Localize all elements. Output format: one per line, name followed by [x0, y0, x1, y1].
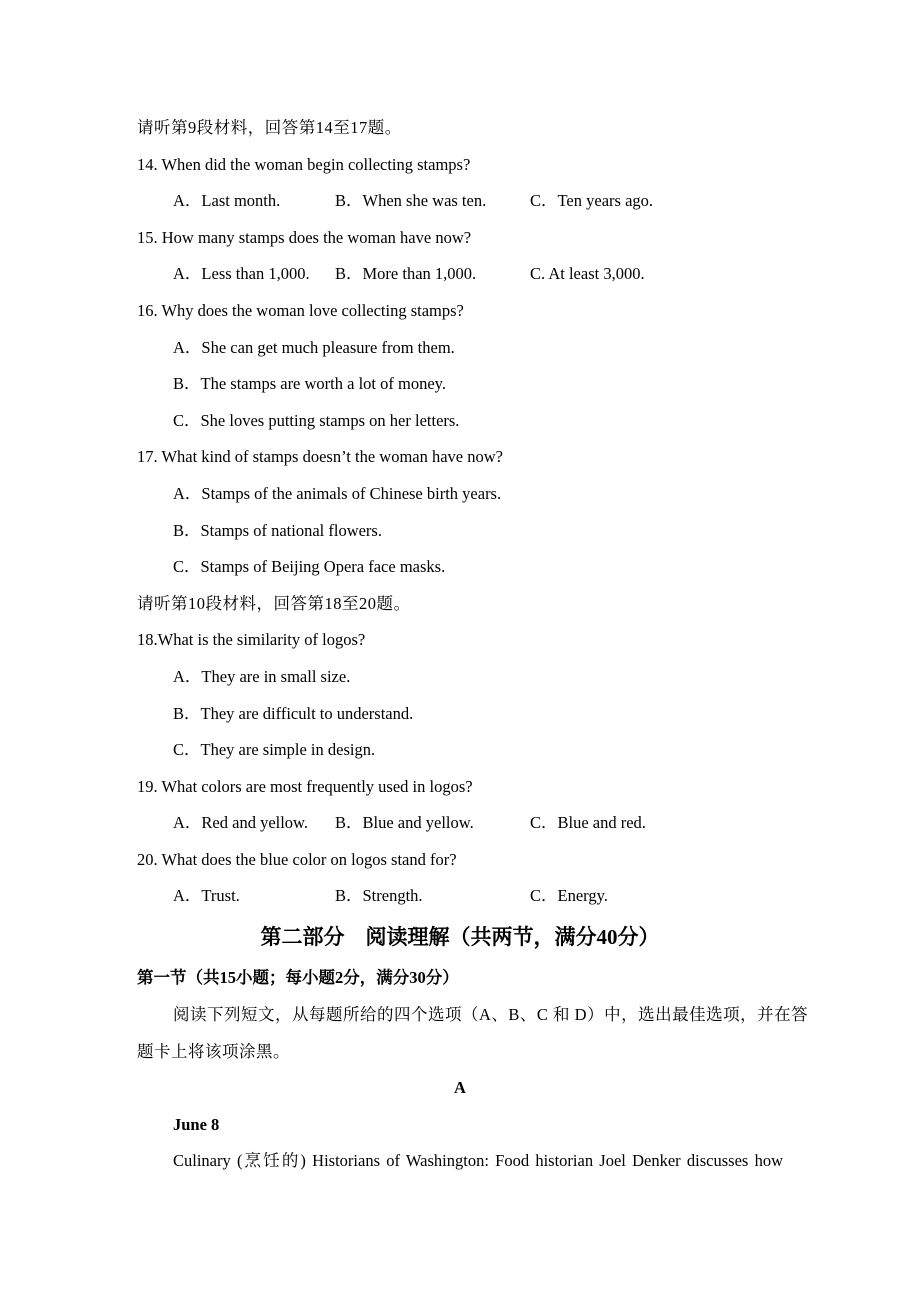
option-17-c: C．Stamps of Beijing Opera face masks.: [173, 557, 446, 577]
option-14-a: A．Last month.: [173, 191, 281, 211]
passage-label-a: A: [454, 1078, 466, 1098]
option-14-c: C．Ten years ago.: [530, 191, 654, 211]
option-17-a: A．Stamps of the animals of Chinese birth years.: [173, 483, 502, 503]
option-16-b: B．The stamps are worth a lot of money.: [173, 374, 446, 394]
options-row-19: [137, 805, 783, 842]
option-18-a: A．They are in small size.: [173, 666, 351, 686]
options-row-20: [137, 878, 783, 915]
options-row-14: [137, 183, 783, 220]
option-16-c: C．She loves putting stamps on her letters.: [173, 410, 460, 430]
option-15-c: C. At least 3,000.: [530, 264, 645, 284]
passage-first-line: Culinary (烹饪的) Historians of Washington: Food historian Joel Denker discusses how: [173, 1151, 783, 1171]
passage-date: June 8: [173, 1114, 220, 1134]
option-14-b: B．When she was ten.: [335, 191, 487, 211]
option-20-c: C．Energy.: [530, 886, 608, 906]
instructions-line-1: 阅读下列短文，从每题所给的四个选项（A、B、C 和 D）中，选出最佳选项，并在答: [173, 1005, 809, 1025]
question-15: 15. How many stamps does the woman have now?: [137, 227, 472, 247]
question-16: 16. Why does the woman love collecting stamps?: [137, 300, 464, 320]
part2-section1-title: 第一节（共15小题；每小题2分，满分30分）: [137, 968, 459, 988]
option-16-a: A．She can get much pleasure from them.: [173, 337, 455, 357]
option-20-b: B．Strength.: [335, 886, 423, 906]
option-19-c: C．Blue and red.: [530, 813, 646, 833]
part2-heading: 第二部分 阅读理解（共两节，满分40分）: [260, 925, 660, 950]
option-19-a: A．Red and yellow.: [173, 813, 309, 833]
option-20-a: A．Trust.: [173, 886, 240, 906]
option-19-b: B．Blue and yellow.: [335, 813, 474, 833]
option-18-c: C．They are simple in design.: [173, 740, 376, 760]
option-15-b: B．More than 1,000.: [335, 264, 477, 284]
question-18: 18.What is the similarity of logos?: [137, 630, 366, 650]
question-17: 17. What kind of stamps doesn’t the woman have now?: [137, 447, 503, 467]
page-content: [137, 110, 809, 1180]
option-15-a: A．Less than 1,000.: [173, 264, 310, 284]
option-18-b: B．They are difficult to understand.: [173, 703, 414, 723]
listening-note-section10: 请听第10段材料，回答第18至20题。: [137, 593, 411, 613]
listening-note-section9: 请听第9段材料，回答第14至17题。: [137, 118, 402, 137]
question-14: 14. When did the woman begin collecting stamps?: [137, 154, 471, 174]
option-17-b: B．Stamps of national flowers.: [173, 520, 382, 540]
question-19: 19. What colors are most frequently used in logos?: [137, 776, 473, 796]
question-20: 20. What does the blue color on logos stand for?: [137, 849, 457, 869]
instructions-line-2: 题卡上将该项涂黑。: [137, 1041, 290, 1061]
options-row-15: [137, 256, 783, 293]
